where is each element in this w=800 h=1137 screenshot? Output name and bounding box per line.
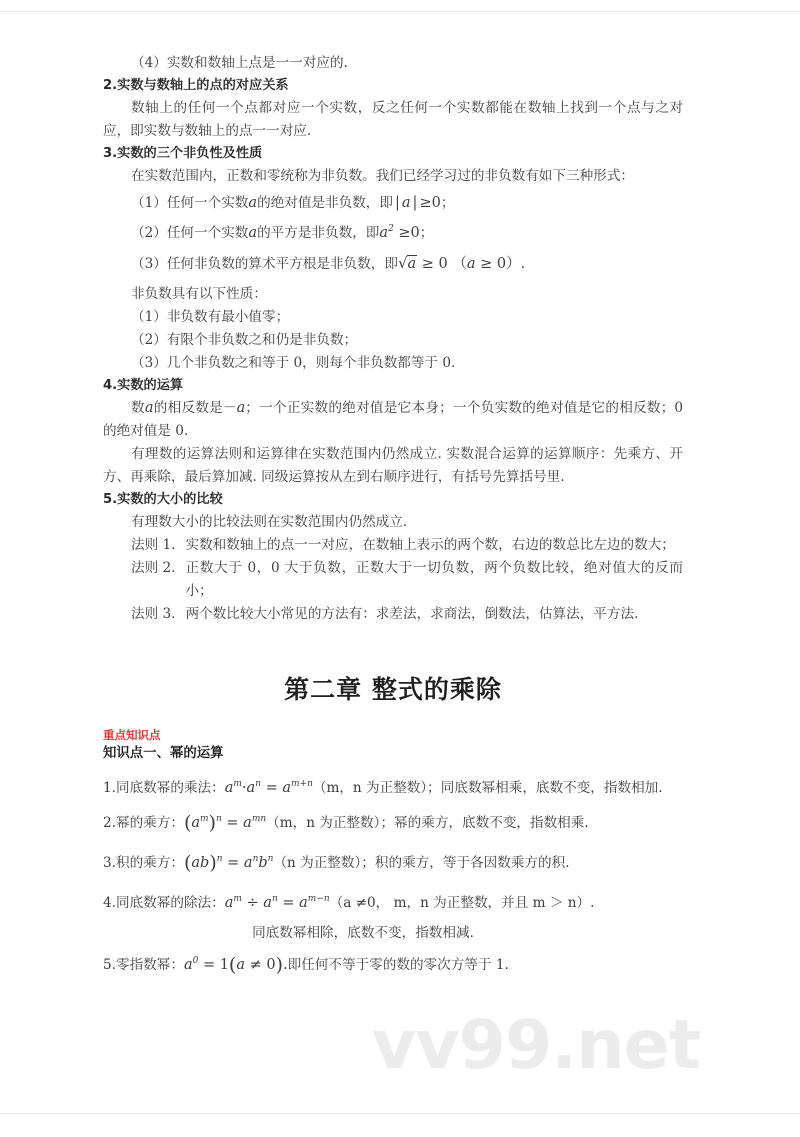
- nonneg-prop-3: （3）几个非负数之和等于 0，则每个非负数都等于 0.: [131, 355, 456, 371]
- power-rule-2: [103, 812, 683, 835]
- power-rule-4-description: 同底数幂相除，底数不变，指数相减.: [252, 925, 474, 941]
- section-4-para-1: [103, 397, 683, 443]
- power-rule-3-description: 积的乘方，等于各因数乘方的积.: [374, 855, 570, 871]
- power-rule-1-condition: （m，n 为正整数）；: [312, 780, 441, 796]
- power-rule-1-name: 同底数幂的乘法：: [115, 780, 225, 796]
- power-rule-1-description: 同底数幂相乘，底数不变，指数相加.: [440, 780, 663, 796]
- comparison-rule-2-label: 法则 2.: [131, 560, 176, 576]
- section-3-intro: 在实数范围内，正数和零统称为非负数。我们已经学习过的非负数有如下三种形式：: [131, 168, 634, 184]
- power-rule-2-condition: （m，n 为正整数）；: [266, 815, 395, 831]
- power-rule-2-formula: $(a^m)^n = a^{mn}$: [183, 812, 267, 834]
- nonneg-form-2-var: a: [248, 225, 258, 241]
- nonneg-form-2-prefix: （2）任何一个实数: [131, 225, 249, 241]
- section-4-var-a: a: [144, 400, 154, 416]
- power-rule-5: [103, 954, 683, 977]
- nonneg-form-1-suffix: ；: [440, 195, 455, 211]
- power-rule-4-name: 同底数幂的除法：: [115, 895, 225, 911]
- power-rule-3: [103, 852, 683, 875]
- nonneg-form-2-suffix: ；: [419, 225, 434, 241]
- comparison-rule-1: [103, 534, 683, 557]
- power-rule-3-formula: $(ab)^n = a^nb^n$: [183, 852, 274, 874]
- page-top-border: [0, 11, 800, 12]
- comparison-rule-3-label: 法则 3.: [131, 606, 176, 622]
- page-bottom-border: [0, 1113, 800, 1114]
- comparison-rule-1-label: 法则 1.: [131, 537, 176, 553]
- comparison-rule-3: [103, 603, 683, 626]
- section-4-para-1-b: 的相反数是－: [153, 400, 237, 416]
- section-4-var-a2: a: [236, 400, 246, 416]
- power-rule-1-number: 1.: [103, 780, 116, 796]
- nonneg-form-2-formula: $a^2 \ge 0$: [379, 224, 420, 241]
- nonneg-prop-1: （1）非负数有最小值零；: [131, 309, 290, 325]
- nonneg-form-3-prefix: （3）任何非负数的算术平方根是非负数，即: [131, 256, 398, 272]
- power-rule-5-formula: $a^0 = 1(a \ne 0)$.: [183, 954, 288, 976]
- nonneg-form-3-suffix: .: [520, 256, 525, 272]
- comparison-rule-3-text: 两个数比较大小常见的方法有：求差法，求商法，倒数法，估算法，平方法.: [185, 606, 639, 622]
- item-4-line: （4）实数和数轴上点是一一对应的.: [131, 55, 348, 71]
- power-rule-5-description: 即任何不等于零的数的零次方等于 1.: [287, 957, 509, 973]
- page-content: [103, 52, 683, 977]
- nonneg-form-1-middle: 的绝对值是非负数，即: [257, 195, 393, 211]
- nonneg-form-2-middle: 的平方是非负数，即: [257, 225, 380, 241]
- power-rule-4-condition: （a ≠0， m，n 为正整数，并且 m ＞ n）.: [329, 895, 595, 911]
- knowledge-point-heading: 知识点一、幂的运算: [103, 746, 224, 761]
- power-rule-4-formula: $a^m \div a^n = a^{m-n}$: [224, 894, 330, 911]
- comparison-rule-2: [103, 557, 683, 603]
- section-2-heading: 2.实数与数轴上的点的对应关系: [103, 78, 289, 93]
- chapter-two-title: 第二章 整式的乘除: [284, 675, 502, 704]
- section-5-intro: 有理数大小的比较法则在实数范围内仍然成立.: [131, 514, 408, 530]
- power-rule-3-name: 积的乘方：: [115, 855, 184, 871]
- nonneg-form-3-formula: √a ≥ 0 （a ≥ 0）: [397, 254, 521, 272]
- power-rule-2-name: 幂的乘方：: [115, 815, 184, 831]
- section-5-heading: 5.实数的大小的比较: [103, 492, 223, 507]
- power-rule-1: [103, 777, 683, 800]
- section-3-heading: 3.实数的三个非负性及性质: [103, 146, 263, 161]
- power-rule-5-number: 5.: [103, 957, 116, 973]
- power-rule-2-number: 2.: [103, 815, 116, 831]
- nonneg-form-1-prefix: （1）任何一个实数: [131, 195, 249, 211]
- section-4-heading: 4.实数的运算: [103, 378, 184, 393]
- comparison-rule-1-text: 实数和数轴上的点一一对应，在数轴上表示的两个数，右边的数总比左边的数大；: [185, 537, 675, 553]
- nonneg-form-1-formula: | a | ≥0: [395, 195, 441, 211]
- nonneg-form-3: [103, 248, 683, 279]
- power-rule-3-number: 3.: [103, 855, 116, 871]
- section-2-body: 数轴上的任何一个点都对应一个实数，反之任何一个实数都能在数轴上找到一个点与之对应，即实数与数轴上的点一一对应.: [103, 100, 683, 139]
- key-points-label: 重点知识点: [103, 728, 161, 742]
- nonneg-form-1: [103, 188, 683, 218]
- nonneg-prop-2: （2）有限个非负数之和仍是非负数；: [131, 332, 358, 348]
- power-rule-5-name: 零指数幂：: [115, 957, 184, 973]
- power-rule-4: [103, 892, 683, 915]
- nonneg-props-intro: 非负数具有以下性质：: [131, 286, 267, 302]
- section-4-para-1-a: 数: [131, 400, 145, 416]
- nonneg-form-1-var: a: [248, 195, 258, 211]
- power-rule-2-description: 幂的乘方，底数不变，指数相乘.: [394, 815, 589, 831]
- section-4-para-1-c: ；一个正实数的绝对值是它本身；一个负实数的绝对值是它的相反数；0 的绝对值是 0.: [103, 400, 684, 439]
- site-watermark: vv99.net: [372, 1006, 701, 1085]
- nonneg-form-2: [103, 218, 683, 248]
- comparison-rule-2-text: 正数大于 0，0 大于负数，正数大于一切负数，两个负数比较，绝对值大的反而小；: [185, 560, 683, 599]
- power-rule-4-number: 4.: [103, 895, 116, 911]
- section-4-para-2: 有理数的运算法则和运算律在实数范围内仍然成立. 实数混合运算的运算顺序：先乘方、开方、再乘除，最后算加减. 同级运算按从左到右顺序进行，有括号先算括号里.: [103, 446, 683, 485]
- power-rule-1-formula: $a^m\cdot a^n = a^{m+n}$: [224, 779, 313, 796]
- power-rule-3-condition: （n 为正整数）；: [273, 855, 375, 871]
